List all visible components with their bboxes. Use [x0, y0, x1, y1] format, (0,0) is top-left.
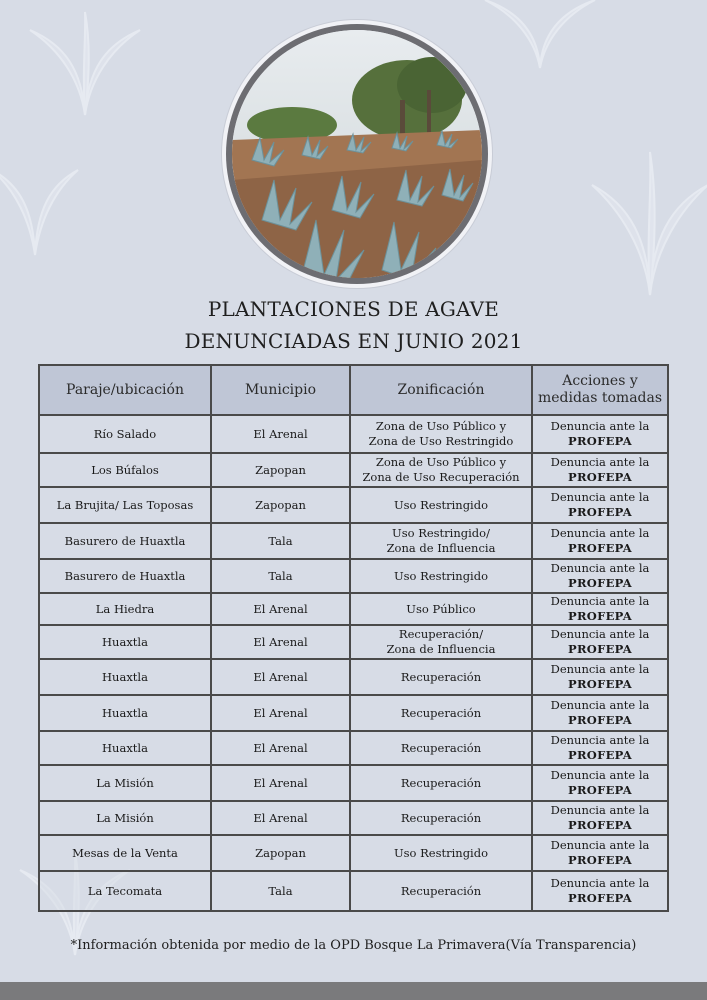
zonificacion-line: Recuperación	[400, 810, 482, 825]
accion-line: Denuncia ante la	[550, 594, 650, 608]
cell-accion	[532, 487, 668, 523]
cell-zonificacion	[350, 559, 532, 593]
zonificacion-line: Recuperación/	[398, 627, 484, 641]
table-row	[39, 731, 668, 765]
zonificacion-line: Zona de Uso Público y	[375, 455, 507, 469]
agave-leaf-decoration-left	[0, 150, 80, 260]
page-title-line-1: PLANTACIONES DE AGAVE	[207, 297, 500, 321]
header-acciones: Acciones y medidas tomadas	[532, 365, 668, 415]
accion-agency: PROFEPA	[568, 713, 632, 727]
cell-accion	[532, 415, 668, 453]
agave-field-illustration	[232, 30, 482, 278]
cell-paraje: La Misión	[39, 765, 211, 801]
cell-paraje: Huaxtla	[39, 731, 211, 765]
accion-agency: PROFEPA	[568, 818, 632, 832]
accion-agency: PROFEPA	[568, 891, 632, 905]
cell-municipio: Tala	[211, 559, 350, 593]
accion-line: Denuncia ante la	[550, 419, 650, 433]
accion-line: Denuncia ante la	[550, 526, 650, 540]
accion-line: Denuncia ante la	[550, 627, 650, 641]
table-row	[39, 695, 668, 731]
table-row	[39, 625, 668, 659]
cell-zonificacion	[350, 731, 532, 765]
zonificacion-line: Uso Restringido	[393, 845, 489, 860]
table-row	[39, 559, 668, 593]
zonificacion-line: Uso Público	[406, 601, 476, 616]
cell-paraje: Huaxtla	[39, 695, 211, 731]
cell-zonificacion	[350, 659, 532, 695]
cell-zonificacion	[350, 453, 532, 487]
table-row	[39, 659, 668, 695]
source-footnote: *Información obtenida por medio de la OPD Bosque La Primavera(Vía Transparencia)	[70, 938, 637, 953]
accion-agency: PROFEPA	[568, 642, 632, 656]
cell-paraje: Río Salado	[39, 415, 211, 453]
accion-line: Denuncia ante la	[550, 768, 650, 782]
cell-zonificacion	[350, 835, 532, 871]
cell-municipio: El Arenal	[211, 625, 350, 659]
zonificacion-line: Recuperación	[400, 669, 482, 684]
cell-paraje: La Brujita/ Las Toposas	[39, 487, 211, 523]
cell-zonificacion	[350, 695, 532, 731]
accion-agency: PROFEPA	[568, 677, 632, 691]
cell-paraje: La Tecomata	[39, 871, 211, 911]
table-row	[39, 415, 668, 453]
accion-line: Denuncia ante la	[550, 733, 650, 747]
accion-agency: PROFEPA	[568, 470, 632, 484]
header-municipio: Municipio	[211, 365, 350, 415]
cell-accion	[532, 801, 668, 835]
header-zonificacion: Zonificación	[350, 365, 532, 415]
cell-zonificacion	[350, 765, 532, 801]
table-row	[39, 871, 668, 911]
cell-municipio: El Arenal	[211, 765, 350, 801]
zonificacion-line: Zona de Uso Público y	[375, 419, 507, 433]
accion-line: Denuncia ante la	[550, 455, 650, 469]
table-row	[39, 593, 668, 625]
zonificacion-line: Zona de Influencia	[386, 541, 496, 555]
cell-municipio: El Arenal	[211, 731, 350, 765]
cell-accion	[532, 835, 668, 871]
bottom-bar	[0, 982, 707, 1000]
cell-accion	[532, 625, 668, 659]
table-row	[39, 765, 668, 801]
accion-agency: PROFEPA	[568, 541, 632, 555]
zonificacion-line: Zona de Uso Restringido	[368, 434, 514, 448]
cell-municipio: El Arenal	[211, 695, 350, 731]
cell-paraje: La Hiedra	[39, 593, 211, 625]
cell-paraje: Basurero de Huaxtla	[39, 559, 211, 593]
accion-agency: PROFEPA	[568, 853, 632, 867]
cell-zonificacion	[350, 487, 532, 523]
accion-line: Denuncia ante la	[550, 490, 650, 504]
agave-leaf-decoration-top-left	[20, 10, 150, 120]
accion-agency: PROFEPA	[568, 434, 632, 448]
cell-accion	[532, 765, 668, 801]
cell-accion	[532, 695, 668, 731]
zonificacion-line: Recuperación	[400, 883, 482, 898]
table-row	[39, 835, 668, 871]
cell-accion	[532, 523, 668, 559]
cell-zonificacion	[350, 523, 532, 559]
cell-accion	[532, 593, 668, 625]
accion-agency: PROFEPA	[568, 748, 632, 762]
zonificacion-line: Uso Restringido/	[392, 526, 490, 540]
table-row	[39, 801, 668, 835]
accion-agency: PROFEPA	[568, 576, 632, 590]
cell-zonificacion	[350, 415, 532, 453]
header-paraje: Paraje/ubicación	[39, 365, 211, 415]
zonificacion-line: Recuperación	[400, 740, 482, 755]
cell-paraje: La Misión	[39, 801, 211, 835]
cell-accion	[532, 731, 668, 765]
cell-accion	[532, 559, 668, 593]
zonificacion-line: Recuperación	[400, 775, 482, 790]
cell-paraje: Basurero de Huaxtla	[39, 523, 211, 559]
accion-agency: PROFEPA	[568, 609, 632, 623]
cell-accion	[532, 871, 668, 911]
table-row	[39, 453, 668, 487]
accion-line: Denuncia ante la	[550, 838, 650, 852]
cell-municipio: Tala	[211, 523, 350, 559]
cell-accion	[532, 453, 668, 487]
cell-zonificacion	[350, 593, 532, 625]
accion-line: Denuncia ante la	[550, 876, 650, 890]
cell-municipio: El Arenal	[211, 801, 350, 835]
zonificacion-line: Zona de Uso Recuperación	[362, 470, 520, 484]
plantations-table	[38, 364, 669, 912]
cell-municipio: El Arenal	[211, 415, 350, 453]
table-body	[39, 415, 668, 911]
cell-zonificacion	[350, 801, 532, 835]
zonificacion-line: Uso Restringido	[393, 497, 489, 512]
cell-paraje: Huaxtla	[39, 625, 211, 659]
cell-zonificacion	[350, 871, 532, 911]
cell-municipio: Zapopan	[211, 487, 350, 523]
cell-municipio: El Arenal	[211, 593, 350, 625]
accion-agency: PROFEPA	[568, 505, 632, 519]
cell-zonificacion	[350, 625, 532, 659]
accion-line: Denuncia ante la	[550, 561, 650, 575]
cell-municipio: El Arenal	[211, 659, 350, 695]
accion-agency: PROFEPA	[568, 783, 632, 797]
cell-paraje: Los Búfalos	[39, 453, 211, 487]
cell-accion	[532, 659, 668, 695]
cell-municipio: Tala	[211, 871, 350, 911]
table-row	[39, 487, 668, 523]
cell-municipio: Zapopan	[211, 453, 350, 487]
agave-field-photo	[232, 30, 482, 278]
agave-leaf-decoration-top-right	[480, 0, 600, 70]
cell-paraje: Mesas de la Venta	[39, 835, 211, 871]
cell-municipio: Zapopan	[211, 835, 350, 871]
zonificacion-line: Zona de Influencia	[386, 642, 496, 656]
cell-paraje: Huaxtla	[39, 659, 211, 695]
accion-line: Denuncia ante la	[550, 662, 650, 676]
zonificacion-line: Recuperación	[400, 705, 482, 720]
accion-line: Denuncia ante la	[550, 698, 650, 712]
agave-leaf-decoration-right	[590, 150, 707, 300]
accion-line: Denuncia ante la	[550, 803, 650, 817]
table-header-row	[39, 365, 668, 415]
zonificacion-line: Uso Restringido	[393, 568, 489, 583]
table-row	[39, 523, 668, 559]
page-title-line-2: DENUNCIADAS EN JUNIO 2021	[184, 329, 523, 353]
